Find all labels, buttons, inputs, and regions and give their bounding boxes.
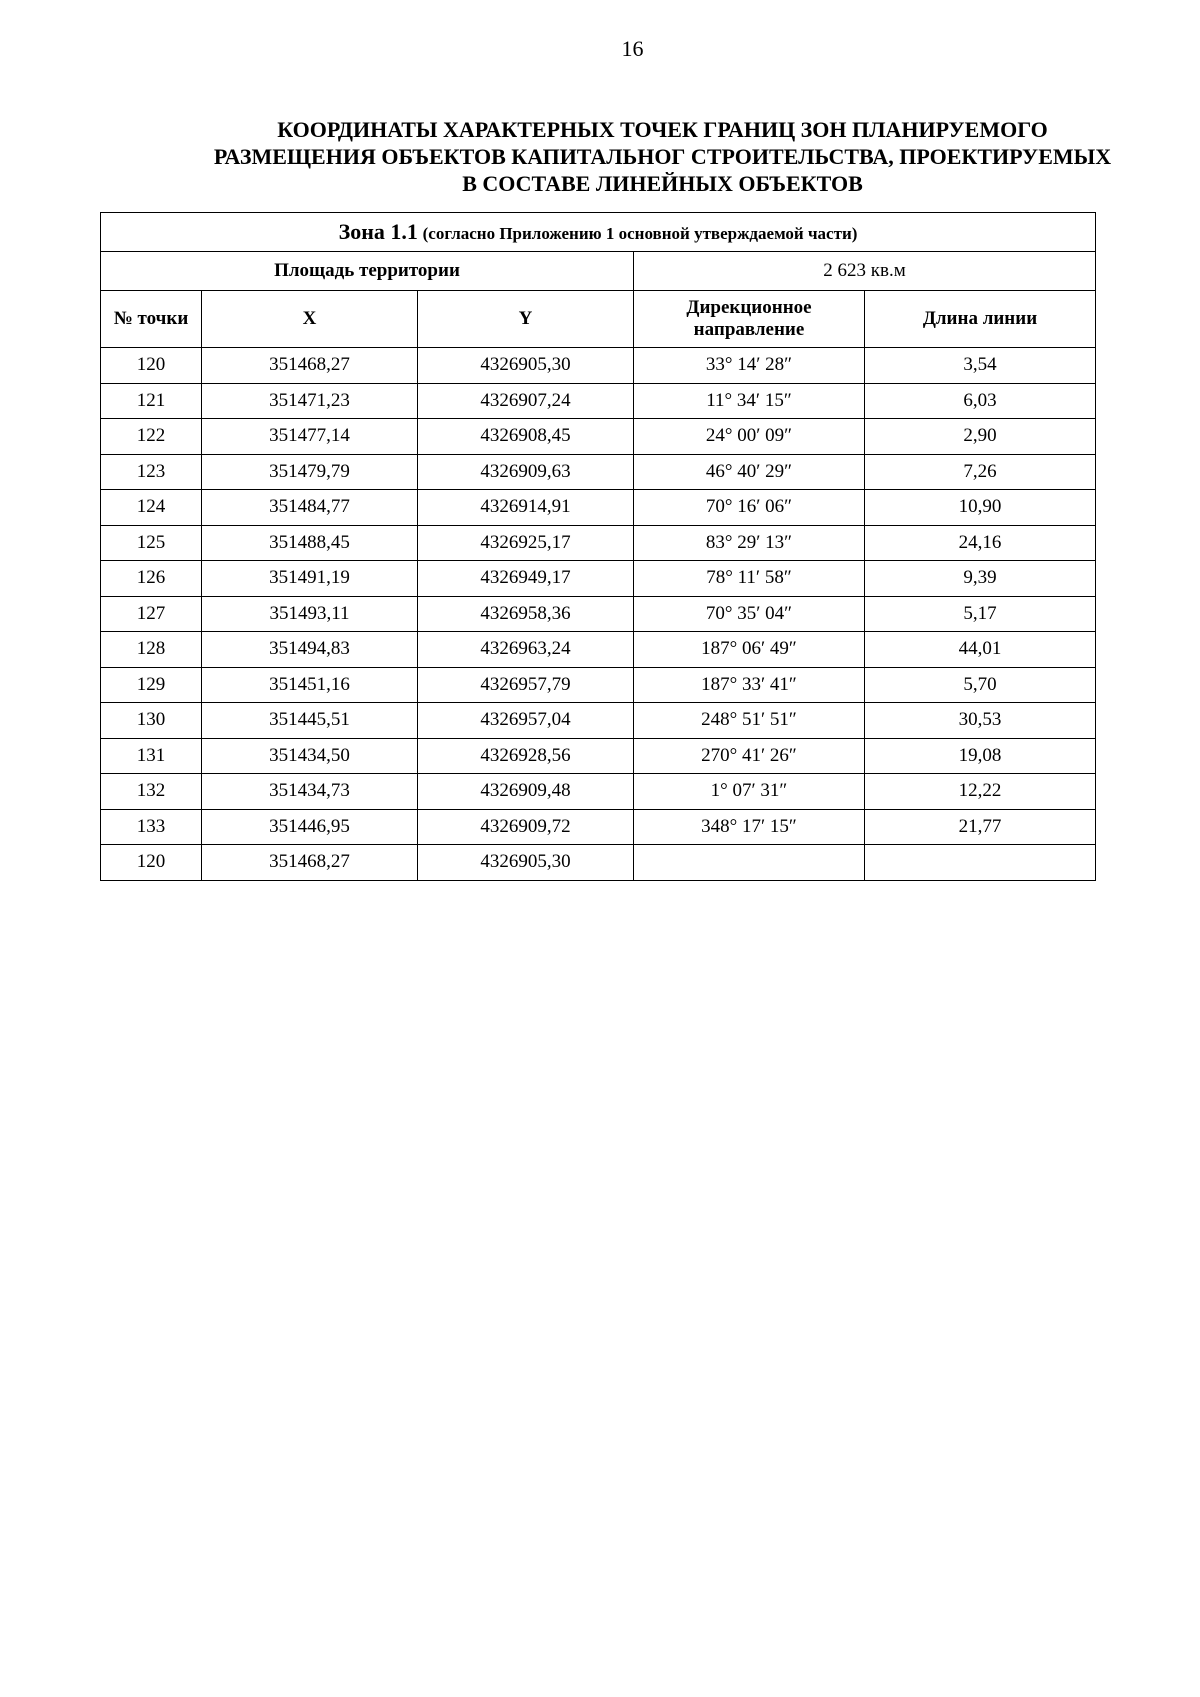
cell-length: 24,16 <box>865 525 1096 561</box>
cell-direction: 11° 34′ 15″ <box>634 383 865 419</box>
column-header-row <box>101 291 1096 348</box>
cell-point: 133 <box>101 809 202 845</box>
cell-direction: 1° 07′ 31″ <box>634 774 865 810</box>
table-row <box>101 525 1096 561</box>
cell-x: 351451,16 <box>202 667 418 703</box>
cell-y: 4326909,63 <box>418 454 634 490</box>
cell-y: 4326909,72 <box>418 809 634 845</box>
cell-x: 351494,83 <box>202 632 418 668</box>
cell-direction: 187° 06′ 49″ <box>634 632 865 668</box>
table-row <box>101 596 1096 632</box>
header-x: X <box>202 291 418 348</box>
cell-x: 351479,79 <box>202 454 418 490</box>
table-row <box>101 632 1096 668</box>
cell-point: 120 <box>101 845 202 881</box>
title-line: КООРДИНАТЫ ХАРАКТЕРНЫХ ТОЧЕК ГРАНИЦ ЗОН ПЛАНИРУЕМОГО <box>277 117 1048 142</box>
cell-x: 351468,27 <box>202 845 418 881</box>
cell-point: 120 <box>101 348 202 384</box>
cell-y: 4326925,17 <box>418 525 634 561</box>
cell-y: 4326957,04 <box>418 703 634 739</box>
cell-y: 4326907,24 <box>418 383 634 419</box>
header-direction-line: направление <box>693 319 805 340</box>
cell-length: 19,08 <box>865 738 1096 774</box>
cell-length: 21,77 <box>865 809 1096 845</box>
cell-y: 4326905,30 <box>418 845 634 881</box>
table-row <box>101 348 1096 384</box>
cell-length: 12,22 <box>865 774 1096 810</box>
cell-length: 7,26 <box>865 454 1096 490</box>
cell-y: 4326928,56 <box>418 738 634 774</box>
table-row <box>101 667 1096 703</box>
cell-point: 132 <box>101 774 202 810</box>
cell-length: 3,54 <box>865 348 1096 384</box>
cell-point: 126 <box>101 561 202 597</box>
cell-x: 351468,27 <box>202 348 418 384</box>
cell-x: 351446,95 <box>202 809 418 845</box>
coordinates-table <box>100 212 1096 881</box>
page-number: 16 <box>621 36 644 61</box>
cell-point: 125 <box>101 525 202 561</box>
cell-direction: 348° 17′ 15″ <box>634 809 865 845</box>
zone-header-cell <box>101 213 1096 252</box>
title-line: В СОСТАВЕ ЛИНЕЙНЫХ ОБЪЕКТОВ <box>462 171 863 196</box>
cell-x: 351434,73 <box>202 774 418 810</box>
cell-y: 4326909,48 <box>418 774 634 810</box>
cell-point: 124 <box>101 490 202 526</box>
header-length: Длина линии <box>865 291 1096 348</box>
cell-point: 121 <box>101 383 202 419</box>
table-row <box>101 774 1096 810</box>
cell-direction: 46° 40′ 29″ <box>634 454 865 490</box>
zone-note: (согласно Приложению 1 основной утверждаемой части) <box>422 224 858 243</box>
header-point: № точки <box>101 291 202 348</box>
cell-x: 351445,51 <box>202 703 418 739</box>
cell-length: 30,53 <box>865 703 1096 739</box>
cell-y: 4326957,79 <box>418 667 634 703</box>
table-row <box>101 809 1096 845</box>
cell-direction: 24° 00′ 09″ <box>634 419 865 455</box>
cell-point: 122 <box>101 419 202 455</box>
cell-length: 5,17 <box>865 596 1096 632</box>
header-direction-line: Дирекционное <box>686 297 812 318</box>
cell-length: 9,39 <box>865 561 1096 597</box>
cell-x: 351477,14 <box>202 419 418 455</box>
cell-length: 2,90 <box>865 419 1096 455</box>
cell-length: 6,03 <box>865 383 1096 419</box>
table-row <box>101 561 1096 597</box>
cell-x: 351493,11 <box>202 596 418 632</box>
table-row <box>101 419 1096 455</box>
cell-y: 4326908,45 <box>418 419 634 455</box>
area-label: Площадь территории <box>101 252 634 291</box>
cell-direction: 78° 11′ 58″ <box>634 561 865 597</box>
area-row <box>101 252 1096 291</box>
cell-direction <box>634 845 865 881</box>
cell-y: 4326914,91 <box>418 490 634 526</box>
cell-length: 44,01 <box>865 632 1096 668</box>
cell-x: 351488,45 <box>202 525 418 561</box>
document-title <box>100 116 1200 197</box>
cell-y: 4326963,24 <box>418 632 634 668</box>
cell-direction: 83° 29′ 13″ <box>634 525 865 561</box>
table-row <box>101 383 1096 419</box>
cell-y: 4326958,36 <box>418 596 634 632</box>
table-row <box>101 738 1096 774</box>
cell-direction: 33° 14′ 28″ <box>634 348 865 384</box>
table-row <box>101 454 1096 490</box>
cell-direction: 187° 33′ 41″ <box>634 667 865 703</box>
header-direction <box>634 291 865 348</box>
cell-length <box>865 845 1096 881</box>
cell-point: 123 <box>101 454 202 490</box>
table-row <box>101 703 1096 739</box>
cell-y: 4326949,17 <box>418 561 634 597</box>
cell-x: 351484,77 <box>202 490 418 526</box>
cell-direction: 70° 16′ 06″ <box>634 490 865 526</box>
cell-x: 351491,19 <box>202 561 418 597</box>
cell-point: 128 <box>101 632 202 668</box>
title-line: РАЗМЕЩЕНИЯ ОБЪЕКТОВ КАПИТАЛЬНОГ СТРОИТЕЛЬСТВА, ПРОЕКТИРУЕМЫХ <box>213 144 1112 169</box>
area-value: 2 623 кв.м <box>634 252 1096 291</box>
cell-length: 10,90 <box>865 490 1096 526</box>
cell-point: 129 <box>101 667 202 703</box>
cell-direction: 70° 35′ 04″ <box>634 596 865 632</box>
zone-name: Зона 1.1 <box>338 219 418 244</box>
zone-header-row <box>101 213 1096 252</box>
cell-point: 130 <box>101 703 202 739</box>
cell-length: 5,70 <box>865 667 1096 703</box>
cell-point: 127 <box>101 596 202 632</box>
header-y: Y <box>418 291 634 348</box>
cell-x: 351434,50 <box>202 738 418 774</box>
cell-point: 131 <box>101 738 202 774</box>
cell-y: 4326905,30 <box>418 348 634 384</box>
cell-direction: 270° 41′ 26″ <box>634 738 865 774</box>
table-row <box>101 490 1096 526</box>
cell-x: 351471,23 <box>202 383 418 419</box>
cell-direction: 248° 51′ 51″ <box>634 703 865 739</box>
table-row <box>101 845 1096 881</box>
